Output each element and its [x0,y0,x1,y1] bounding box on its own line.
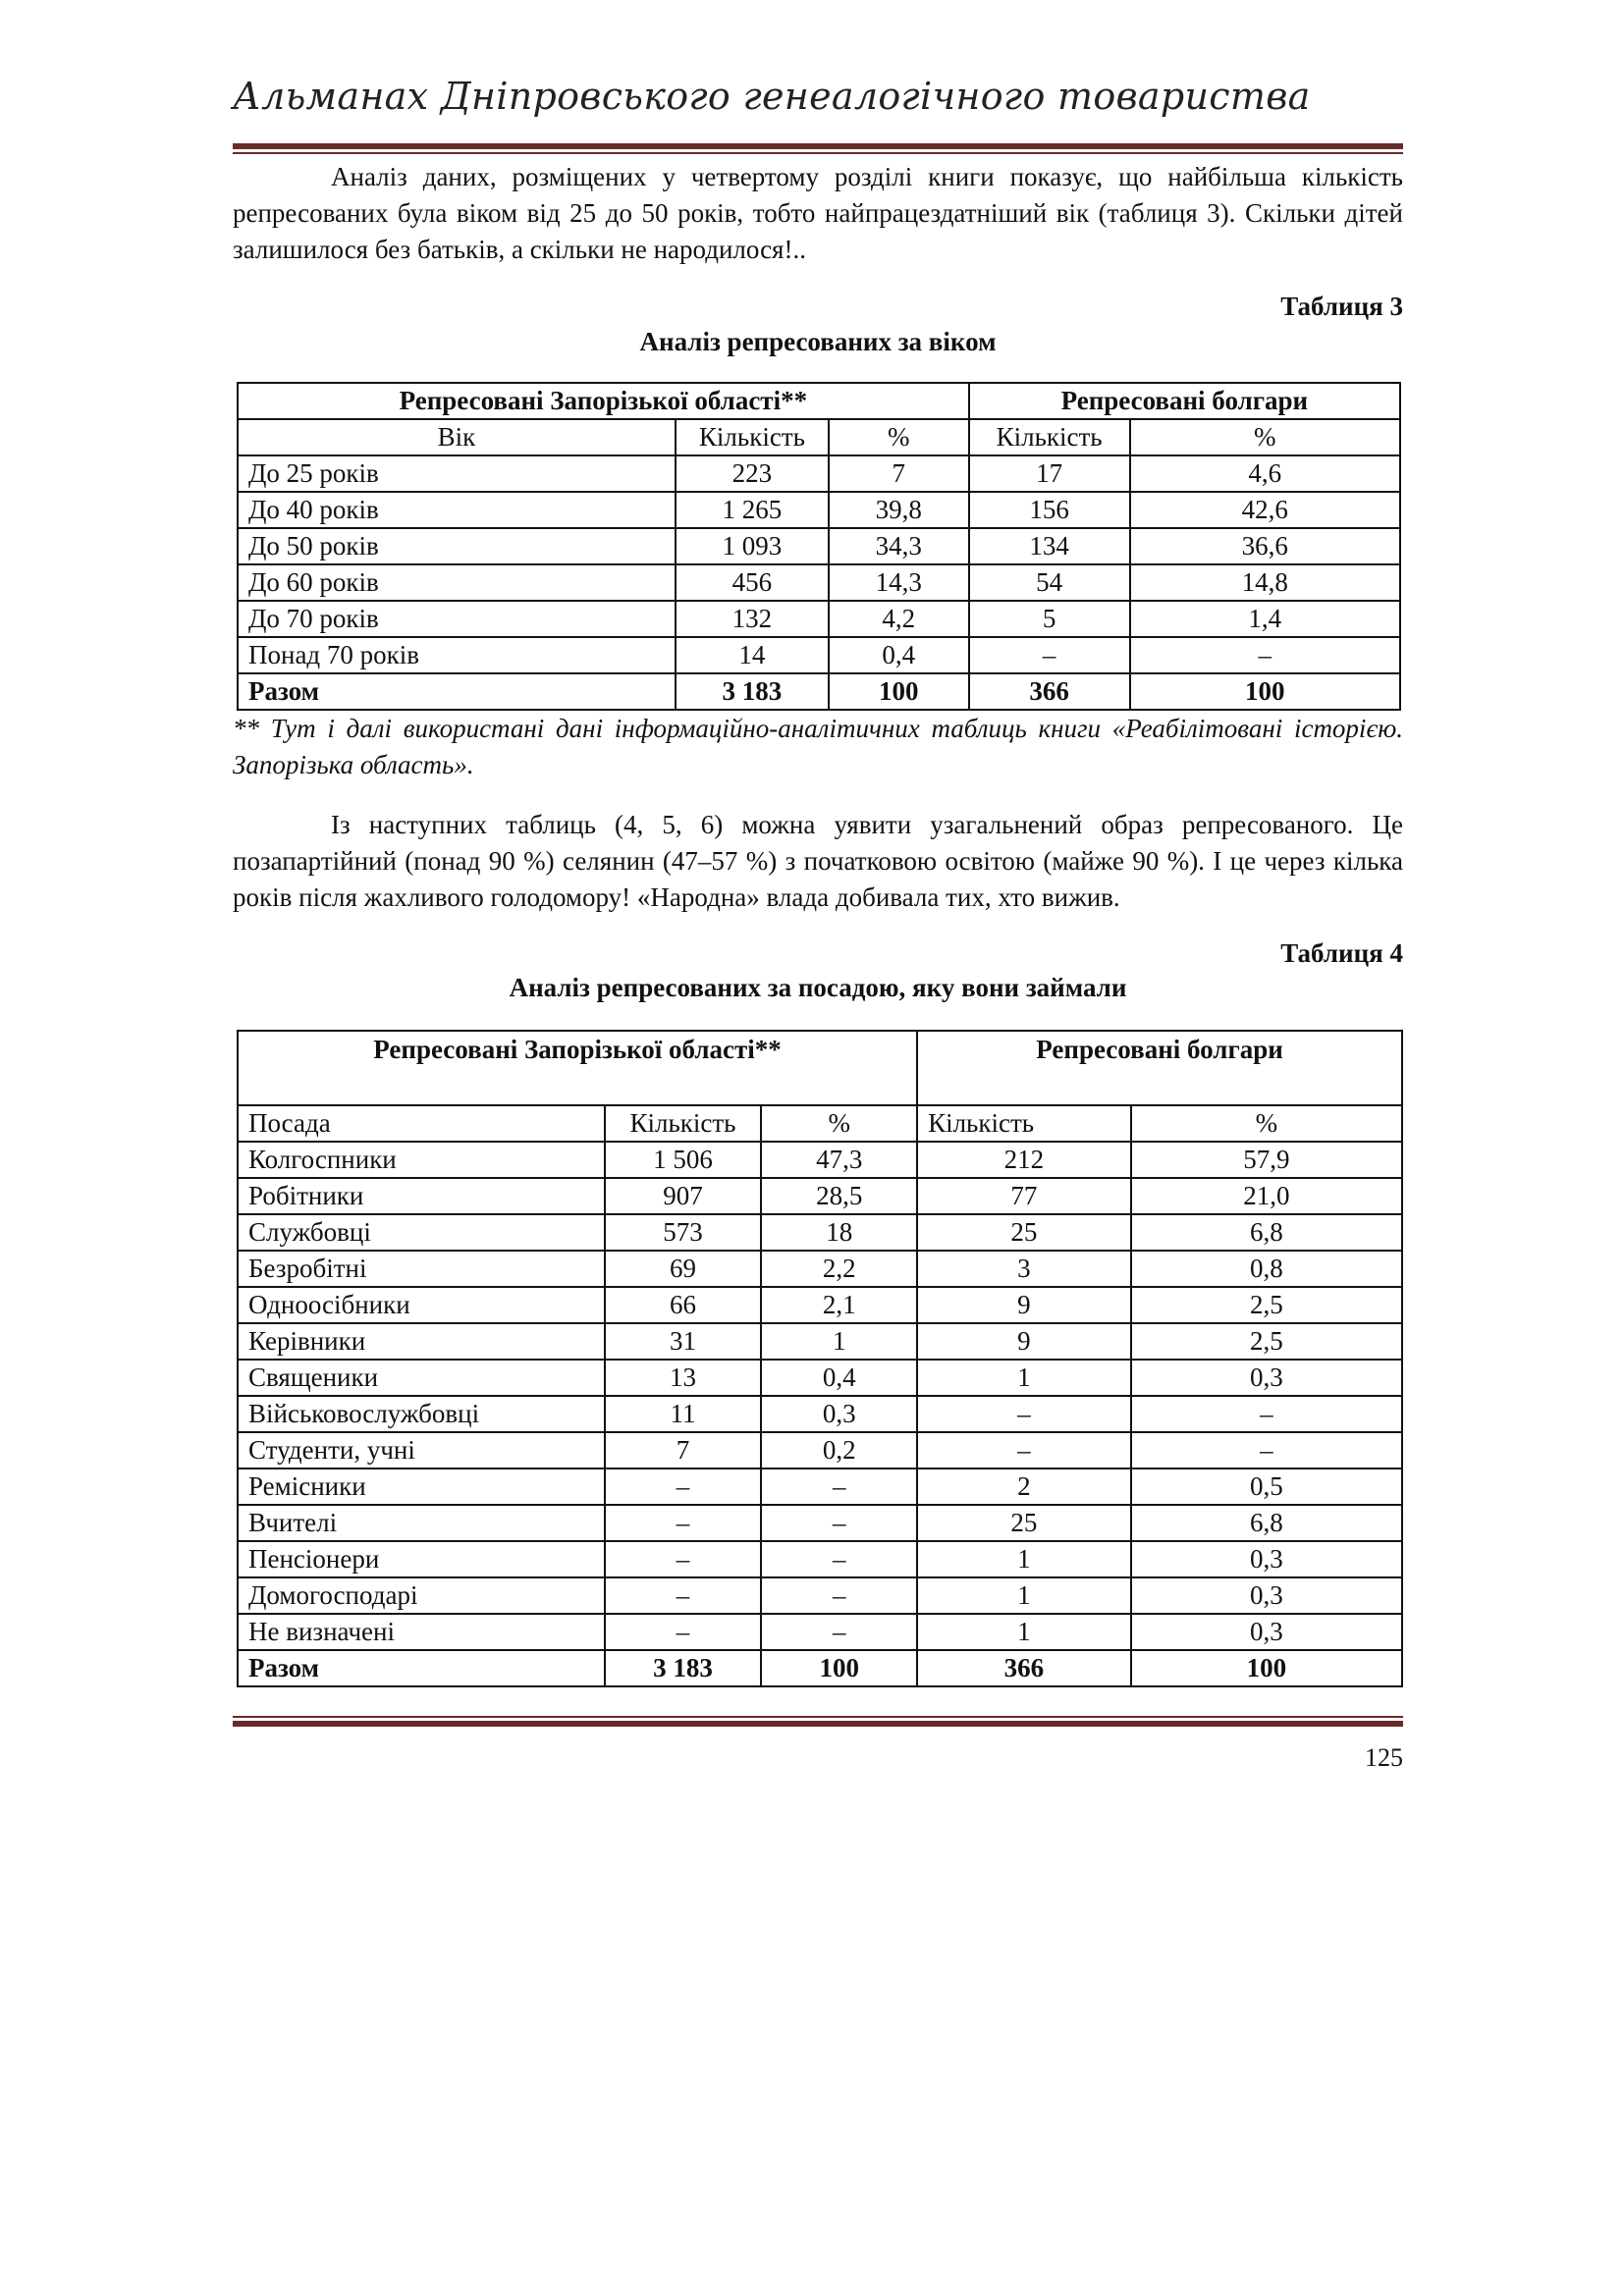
table3-caption: Аналіз репресованих за віком [639,327,997,356]
cell: 9 [917,1287,1131,1323]
table4-col-3: Кількість [917,1105,1131,1142]
cell: 1,4 [1130,601,1400,637]
cell: – [605,1505,762,1541]
cell: 36,6 [1130,528,1400,564]
cell: Домогосподарі [238,1577,605,1614]
cell: 7 [605,1432,762,1468]
cell: 42,6 [1130,492,1400,528]
footnote: ** Тут і далі використані дані інформаційно-аналітичних таблиць книги «Реабілітовані історією. Запорізька область». [233,714,1403,779]
cell: 69 [605,1251,762,1287]
cell: – [1131,1396,1402,1432]
cell: 66 [605,1287,762,1323]
cell: 5 [969,601,1130,637]
cell: 25 [917,1214,1131,1251]
table3-group-right: Репресовані болгари [969,383,1400,419]
table4-col-1: Кількість [605,1105,762,1142]
table4-col-2: % [761,1105,917,1142]
cell: 100 [1130,673,1400,710]
table-row [238,1468,1402,1505]
table3-group-header [238,383,1400,419]
cell: 6,8 [1131,1505,1402,1541]
table-row [238,637,1400,673]
cell: 132 [676,601,829,637]
cell: 0,3 [1131,1577,1402,1614]
table-row [238,601,1400,637]
cell: 28,5 [761,1178,917,1214]
table-row [238,1432,1402,1468]
cell: До 70 років [238,601,676,637]
cell: 18 [761,1214,917,1251]
cell: – [969,637,1130,673]
cell: 2,5 [1131,1323,1402,1360]
cell: 47,3 [761,1142,917,1178]
cell: 2,1 [761,1287,917,1323]
table-row [238,1251,1402,1287]
cell: 1 [917,1614,1131,1650]
cell: 21,0 [1131,1178,1402,1214]
cell: 0,3 [761,1396,917,1432]
table4-col-4: % [1131,1105,1402,1142]
table-row [238,1505,1402,1541]
cell: 25 [917,1505,1131,1541]
cell: До 40 років [238,492,676,528]
cell: 39,8 [829,492,969,528]
cell: 366 [917,1650,1131,1686]
table-row [238,492,1400,528]
cell: Керівники [238,1323,605,1360]
cell: До 60 років [238,564,676,601]
cell: Разом [238,1650,605,1686]
table3-label: Таблиця 3 [1280,292,1403,321]
intro-paragraph: Аналіз даних, розміщених у четвертому розділі книги показує, що найбільша кількість репресованих була віком від 25 до 50 років, тобто найпрацездатніший вік (таблиця 3). Скільки дітей залишилося без батьків, а скільки не народилося!.. [233,162,1403,264]
cell: 212 [917,1142,1131,1178]
cell: 3 183 [605,1650,762,1686]
table-row [238,1323,1402,1360]
cell: – [761,1505,917,1541]
table4-group-left: Репресовані Запорізької області** [238,1031,917,1105]
cell: Пенсіонери [238,1541,605,1577]
cell: До 50 років [238,528,676,564]
cell: 907 [605,1178,762,1214]
table4-group-right: Репресовані болгари [917,1031,1402,1105]
cell: 0,4 [829,637,969,673]
cell: 156 [969,492,1130,528]
cell: Священики [238,1360,605,1396]
cell: – [917,1432,1131,1468]
cell: Одноосібники [238,1287,605,1323]
table-row [238,1614,1402,1650]
cell: До 25 років [238,455,676,492]
cell: 34,3 [829,528,969,564]
body-paragraph: Із наступних таблиць (4, 5, 6) можна уявити узагальнений образ репресованого. Це позапартійний (понад 90 %) селянин (47–57 %) з початковою освітою (майже 90 %). І це через кілька років після жахливого голодомору! «Народна» влада добивала тих, хто вижив. [233,810,1403,912]
cell: 456 [676,564,829,601]
cell: 573 [605,1214,762,1251]
cell: – [605,1541,762,1577]
cell: 100 [761,1650,917,1686]
footer-rule [233,1716,1403,1727]
table-row [238,1287,1402,1323]
cell: 13 [605,1360,762,1396]
cell: 14,8 [1130,564,1400,601]
table4-col-0: Посада [238,1105,605,1142]
table3-col-2: % [829,419,969,455]
cell: 4,2 [829,601,969,637]
cell: Разом [238,673,676,710]
table3-col-0: Вік [238,419,676,455]
cell: 3 183 [676,673,829,710]
cell: Ремісники [238,1468,605,1505]
table-row [238,1396,1402,1432]
table3 [237,382,1401,711]
table-row [238,528,1400,564]
cell: – [761,1577,917,1614]
cell: 134 [969,528,1130,564]
cell: – [1130,637,1400,673]
table-row [238,1360,1402,1396]
cell: – [1131,1432,1402,1468]
cell: – [761,1468,917,1505]
cell: 0,2 [761,1432,917,1468]
page-number: 125 [1365,1743,1403,1772]
table-row [238,1541,1402,1577]
cell: Робітники [238,1178,605,1214]
cell: – [605,1577,762,1614]
cell: – [605,1614,762,1650]
cell: 1 265 [676,492,829,528]
cell: 77 [917,1178,1131,1214]
cell: 17 [969,455,1130,492]
journal-title: Альманах Дніпровського генеалогічного товариства [233,75,1311,118]
cell: Військовослужбовці [238,1396,605,1432]
table3-col-4: % [1130,419,1400,455]
table-row [238,1142,1402,1178]
cell: 1 [917,1360,1131,1396]
cell: 57,9 [1131,1142,1402,1178]
table3-total-row [238,673,1400,710]
table4-label: Таблиця 4 [1280,938,1403,968]
cell: – [761,1614,917,1650]
cell: – [761,1541,917,1577]
table4-total-row [238,1650,1402,1686]
cell: 2,2 [761,1251,917,1287]
cell: 366 [969,673,1130,710]
cell: 31 [605,1323,762,1360]
cell: – [605,1468,762,1505]
table-row [238,1178,1402,1214]
table3-col-1: Кількість [676,419,829,455]
cell: 4,6 [1130,455,1400,492]
cell: Студенти, учні [238,1432,605,1468]
table-row [238,564,1400,601]
table-row [238,1214,1402,1251]
cell: 0,5 [1131,1468,1402,1505]
cell: 1 093 [676,528,829,564]
table3-group-left: Репресовані Запорізької області** [238,383,969,419]
cell: 223 [676,455,829,492]
cell: 11 [605,1396,762,1432]
table4-group-header [238,1031,1402,1105]
cell: 0,8 [1131,1251,1402,1287]
cell: 0,3 [1131,1614,1402,1650]
table-row [238,455,1400,492]
table3-col-3: Кількість [969,419,1130,455]
cell: 0,3 [1131,1360,1402,1396]
cell: 14 [676,637,829,673]
table4 [237,1030,1403,1687]
cell: 1 506 [605,1142,762,1178]
cell: 3 [917,1251,1131,1287]
cell: Службовці [238,1214,605,1251]
cell: 1 [917,1541,1131,1577]
cell: 9 [917,1323,1131,1360]
cell: 0,4 [761,1360,917,1396]
cell: 0,3 [1131,1541,1402,1577]
cell: 7 [829,455,969,492]
cell: Безробітні [238,1251,605,1287]
cell: Колгоспники [238,1142,605,1178]
table3-column-header [238,419,1400,455]
cell: 54 [969,564,1130,601]
cell: 100 [829,673,969,710]
cell: Вчителі [238,1505,605,1541]
cell: Не визначені [238,1614,605,1650]
table4-column-header [238,1105,1402,1142]
cell: 2 [917,1468,1131,1505]
cell: 6,8 [1131,1214,1402,1251]
header-rule [233,143,1403,154]
table-row [238,1577,1402,1614]
cell: 100 [1131,1650,1402,1686]
cell: 1 [917,1577,1131,1614]
cell: 1 [761,1323,917,1360]
cell: 2,5 [1131,1287,1402,1323]
cell: – [917,1396,1131,1432]
table4-caption: Аналіз репресованих за посадою, яку вони займали [509,973,1127,1002]
cell: Понад 70 років [238,637,676,673]
cell: 14,3 [829,564,969,601]
